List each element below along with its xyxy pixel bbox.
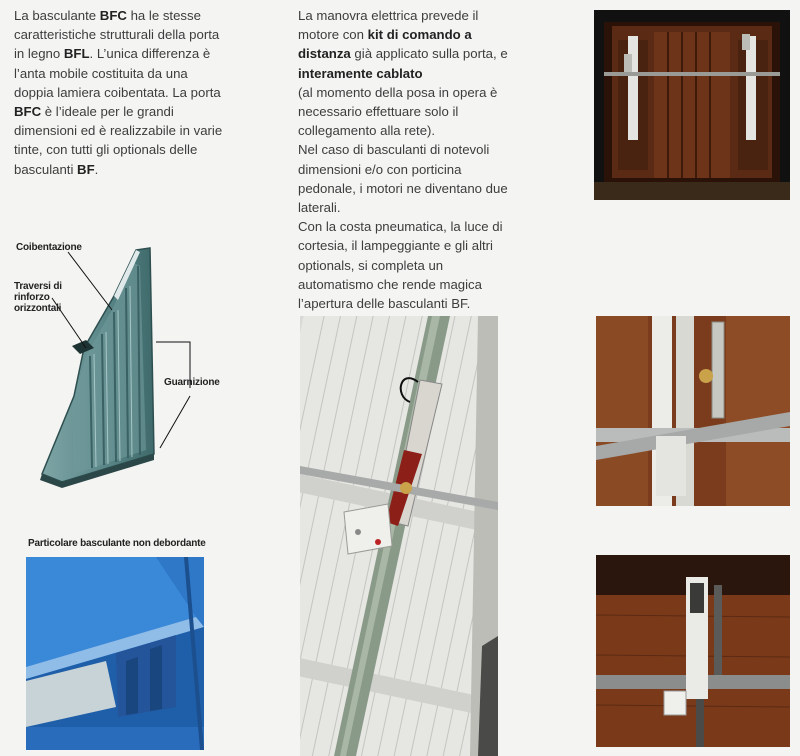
left-text-column bbox=[14, 6, 224, 179]
label-traversi: Traversi di rinforzo orizzontali bbox=[14, 281, 62, 314]
mid-bold-1: kit di comando a distanza bbox=[298, 27, 472, 62]
panel-cross-section-diagram bbox=[14, 236, 244, 496]
mid-text-5: Con la costa pneumatica, la luce di cortesia, il lampeggiante e gli altri optionals, si completa un automatismo che rende magica l’apertura delle basculanti BF. bbox=[298, 219, 503, 312]
detail-caption: Particolare basculante non debordante bbox=[28, 538, 206, 549]
left-text-1: La basculante bbox=[14, 8, 100, 23]
motor-brown-door-photo bbox=[596, 555, 790, 747]
lock-detail-photo bbox=[596, 316, 790, 506]
wood-door-two-motors-photo bbox=[594, 10, 790, 200]
left-bold-2: BFL bbox=[63, 46, 90, 62]
left-bold-4: BF bbox=[77, 161, 95, 177]
mid-text-3: (al momento della posa in opera è necessario effettuare solo il collegamento alla rete). bbox=[298, 84, 498, 139]
middle-text-column bbox=[298, 6, 508, 313]
label-coibentazione: Coibentazione bbox=[16, 242, 82, 253]
left-bold-3: BFC bbox=[14, 104, 42, 120]
mid-text-1: La manovra elettrica prevede il motore con bbox=[298, 8, 479, 43]
blue-door-detail-photo bbox=[26, 557, 204, 750]
left-text-3: . L’unica differenza è l’anta mobile costituita da una doppia lamiera coibentata. La porta bbox=[14, 46, 221, 100]
motor-on-door-photo bbox=[300, 316, 498, 756]
left-text-2: ha le stesse caratteristiche strutturali della porta in legno bbox=[14, 8, 220, 62]
mid-text-4: Nel caso di basculanti di notevoli dimensioni e/o con porticina pedonale, i motori ne diventano due laterali. bbox=[298, 142, 508, 216]
left-bold-1: BFC bbox=[99, 8, 127, 23]
mid-bold-2: interamente cablato bbox=[298, 65, 423, 81]
left-text-4: è l’ideale per le grandi dimensioni ed è realizzabile in varie tinte, con tutti gli optionals delle basculanti bbox=[14, 104, 223, 177]
mid-text-2: già applicato sulla porta, e bbox=[350, 46, 508, 62]
label-guarnizione: Guarnizione bbox=[164, 377, 220, 388]
left-text-5: . bbox=[94, 161, 99, 177]
